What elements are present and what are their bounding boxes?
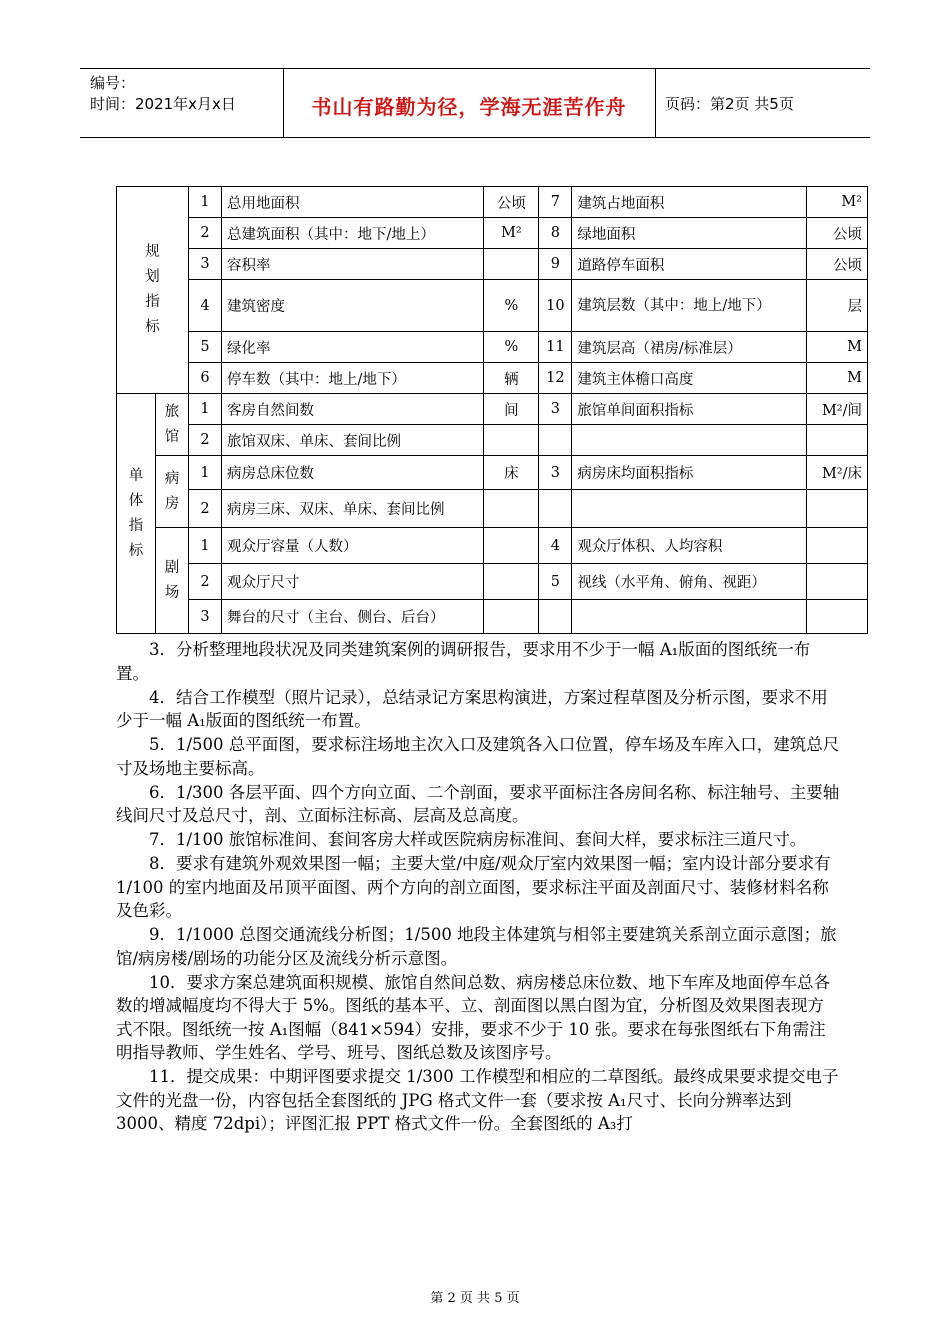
item-unit: 公顷 [807,218,868,249]
item-unit [484,425,539,456]
item-name: 建筑主体檐口高度 [572,363,807,394]
table-row [117,425,868,456]
header-page-info: 页码：第2页 共5页 [665,95,794,113]
row-number: 7 [539,187,572,218]
item-unit [807,528,868,564]
row-number: 6 [189,363,222,394]
item-unit: % [484,332,539,363]
table-row [117,363,868,394]
paragraph-5: 5．1/500 总平面图，要求标注场地主次入口及建筑各入口位置，停车场及车库入口，建筑总尺寸及场地主要标高。 [116,735,840,778]
item-name: 病房三床、双床、单床、套间比例 [222,490,484,528]
row-number [539,490,572,528]
paragraph-3: 3．分析整理地段状况及同类建筑案例的调研报告，要求用不少于一幅 A₁版面的图纸统一布置。 [116,640,811,683]
code-label: 编号： [90,74,136,92]
row-number: 10 [539,280,572,332]
item-name: 旅馆单间面积指标 [572,394,807,425]
item-unit [807,600,868,634]
row-number: 4 [189,280,222,332]
row-number: 1 [189,394,222,425]
single-category-label: 单体指标 [128,467,144,559]
page-footer: 第 2 页 共 5 页 [430,1291,520,1306]
row-number: 5 [539,564,572,600]
item-unit [484,490,539,528]
item-unit: M [807,332,868,363]
item-name: 容积率 [222,249,484,280]
item-unit [484,249,539,280]
item-name: 观众厅体积、人均容积 [572,528,807,564]
theater-subcategory-cell [156,528,189,634]
paragraph-7: 7．1/100 旅馆标准间、套间客房大样或医院病房标准间、套间大样，要求标注三道尺寸。 [149,830,807,849]
item-name: 舞台的尺寸（主台、侧台、后台） [222,600,484,634]
row-number [539,425,572,456]
item-name: 停车数（其中：地上/地下） [222,363,484,394]
table-row [117,564,868,600]
item-name [572,600,807,634]
row-number: 3 [539,394,572,425]
item-unit: 公顷 [807,249,868,280]
table-row [117,394,868,425]
item-name: 病房总床位数 [222,456,484,490]
hotel-subcategory-cell [156,394,189,456]
single-category-cell [117,394,156,634]
item-unit: 床 [484,456,539,490]
item-unit: M² [807,187,868,218]
row-number: 5 [189,332,222,363]
item-name: 绿化率 [222,332,484,363]
item-name: 道路停车面积 [572,249,807,280]
item-name: 建筑层高（裙房/标准层） [572,332,807,363]
row-number: 1 [189,528,222,564]
item-unit: % [484,280,539,332]
row-number [539,600,572,634]
row-number: 1 [189,187,222,218]
item-name: 旅馆双床、单床、套间比例 [222,425,484,456]
table-row [117,528,868,564]
hotel-label: 旅馆 [164,403,180,445]
table-row [117,187,868,218]
row-number: 3 [539,456,572,490]
header-motto: 书山有路勤为径，学海无涯苦作舟 [311,95,627,119]
paragraph-4: 4．结合工作模型（照片记录），总结录记方案思构演进，方案过程草图及分析示图，要求不用少于一幅 A₁版面的图纸统一布置。 [116,687,828,730]
paragraph-6: 6．1/300 各层平面、四个方向立面、二个剖面，要求平面标注各房间名称、标注轴号、主要轴线间尺寸及总尺寸，剖、立面标注标高、层高及总高度。 [116,782,840,825]
ward-label: 病房 [164,470,180,512]
item-name [572,490,807,528]
item-name: 病房床均面积指标 [572,456,807,490]
item-unit: M²/间 [807,394,868,425]
planning-category-cell [117,187,189,394]
table-row [117,600,868,634]
item-unit [484,564,539,600]
header-divider [655,69,656,137]
row-number: 2 [189,218,222,249]
paragraph-10: 10．要求方案总建筑面积规模、旅馆自然间总数、病房楼总床位数、地下车库及地面停车总各数的增减幅度均不得大于 5%。图纸的基本平、立、剖面图以黑白图为宜，分析图及效果图表现方式不限。图纸统一按 A₁图幅（841×594）安排，要求不少于 10 张。要求在每张图纸右下角需注明指导教师、学生姓名、学号、班号、图纸总数及该图序号。 [116,972,830,1062]
row-number: 11 [539,332,572,363]
table-row [117,332,868,363]
date-label: 时间：2021年x月x日 [90,95,236,113]
paragraph-8: 8．要求有建筑外观效果图一幅；主要大堂/中庭/观众厅室内效果图一幅；室内设计部分要求有 1/100 的室内地面及吊顶平面图、两个方向的剖立面图，要求标注平面及剖面尺寸、装修材料名称及色彩。 [116,854,831,920]
item-unit: M²/床 [807,456,868,490]
item-unit: 公顷 [484,187,539,218]
item-name: 绿地面积 [572,218,807,249]
indicator-table [116,186,868,634]
table-row [117,280,868,332]
item-unit: 间 [484,394,539,425]
item-name: 视线（水平角、俯角、视距） [572,564,807,600]
row-number: 4 [539,528,572,564]
row-number: 9 [539,249,572,280]
row-number: 3 [189,249,222,280]
paragraph-9: 9．1/1000 总图交通流线分析图；1/500 地段主体建筑与相邻主要建筑关系剖立面示意图；旅馆/病房楼/剧场的功能分区及流线分析示意图。 [116,925,837,968]
item-unit [807,564,868,600]
item-name: 客房自然间数 [222,394,484,425]
item-name: 观众厅尺寸 [222,564,484,600]
planning-category-label: 规划指标 [145,244,160,335]
item-name: 观众厅容量（人数） [222,528,484,564]
row-number: 8 [539,218,572,249]
item-name: 总用地面积 [222,187,484,218]
paragraph-11: 11．提交成果：中期评图要求提交 1/300 工作模型和相应的二草图纸。最终成果要求提交电子文件的光盘一份，内容包括全套图纸的 JPG 格式文件一套（要求按 A₁尺寸、长向分辨率达到 3000、精度 72dpi）；评图汇报 PPT 格式文件一份。全套图纸的 A₃打 [116,1067,839,1133]
row-number: 1 [189,456,222,490]
item-name [572,425,807,456]
ward-subcategory-cell [156,456,189,528]
item-unit [484,528,539,564]
row-number: 2 [189,490,222,528]
item-unit: 层 [807,280,868,332]
item-unit: 辆 [484,363,539,394]
header-meta [90,73,236,115]
item-name: 总建筑面积（其中：地下/地上） [222,218,484,249]
row-number: 2 [189,425,222,456]
item-unit [807,425,868,456]
item-unit [484,600,539,634]
page-header [80,68,870,138]
item-name: 建筑层数（其中：地上/地下） [572,280,807,332]
item-unit [807,490,868,528]
row-number: 3 [189,600,222,634]
theater-label: 剧场 [164,559,180,601]
row-number: 2 [189,564,222,600]
table-row [117,218,868,249]
item-name: 建筑密度 [222,280,484,332]
item-unit: M² [484,218,539,249]
item-unit: M [807,363,868,394]
table-row [117,456,868,490]
row-number: 12 [539,363,572,394]
table-row [117,249,868,280]
item-name: 建筑占地面积 [572,187,807,218]
requirements-text [116,638,840,1136]
table-row [117,490,868,528]
